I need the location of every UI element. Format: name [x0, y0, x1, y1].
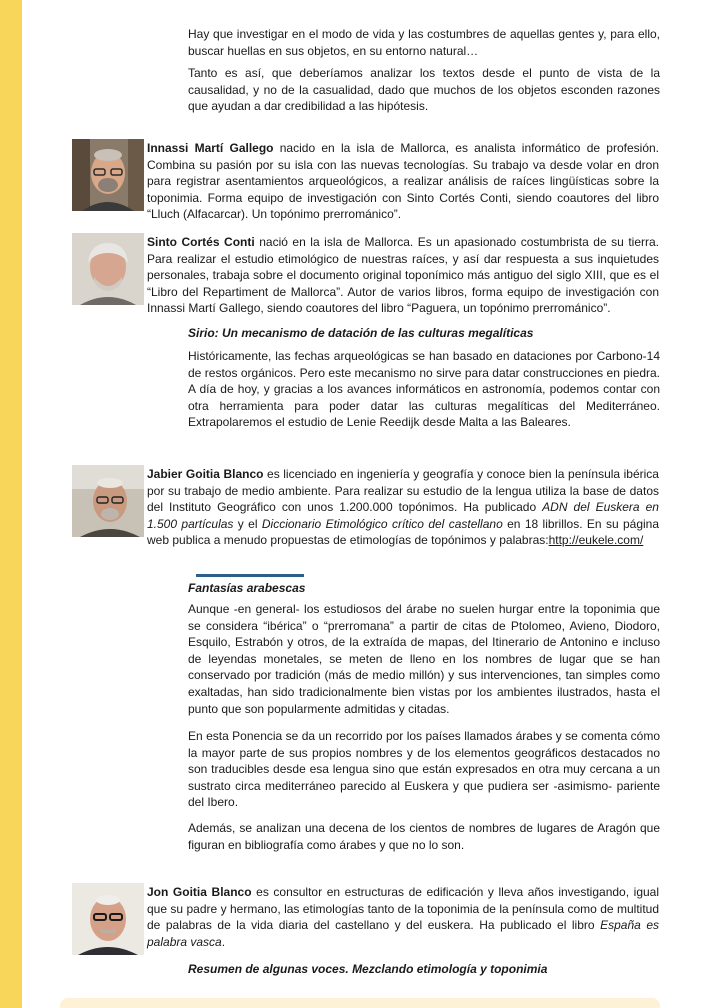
bio-innassi-marti-gallego — [147, 140, 659, 223]
bio-name: Jabier Goitia Blanco — [147, 467, 264, 481]
intro-paragraph-2: Tanto es así, que deberíamos analizar los textos desde el punto de vista de la causalidad, y no de la casualidad, dado que muchos de los objetos esconden razones que ayudan a dar credibilidad a las hipótesis. — [188, 66, 660, 114]
bio-jabier-goitia-blanco — [147, 466, 659, 549]
bio-name: Sinto Cortés Conti — [147, 235, 255, 249]
talk-abstract-paragraph-1: Aunque -en general- los estudiosos del árabe no suelen hurgar entre la toponimia que se considera “ibérica” o “prerromana” a partir de citas de Ptolomeo, Avieno, Diodoro, Esquilo, Estrabón y otros, de la extraída de mapas, del Itinerario de Antonino e incluso de leyendas monetales, se meten de lleno en los nombres de lugar que se han conservado por tradición (más de medio millón) y sus intervenciones, tan simples como exaltadas, han sido tradicionalmente bien vistas por los ambientes ilustrados, hasta el punto que son popularmente admitidas y citadas. — [188, 602, 660, 716]
talk-title-sirio: Sirio: Un mecanismo de datación de las culturas megalíticas — [188, 326, 534, 340]
photo-innassi-marti-gallego — [72, 139, 144, 211]
bio-jon-goitia-blanco — [147, 884, 659, 950]
bio-name: Innassi Martí Gallego — [147, 141, 274, 155]
book-title: España es palabra vasca — [147, 918, 659, 949]
bottom-decorative-band — [60, 998, 660, 1008]
bio-text: en 18 librillos. En su página web publica a menudo propuestas de etimologías de topónimos y palabras: — [147, 516, 660, 548]
bio-text: y el — [233, 516, 262, 531]
photo-jabier-goitia-blanco — [72, 465, 144, 537]
bio-text: . — [221, 934, 226, 949]
talk-abstract-paragraph-3: Además, se analizan una decena de los cientos de nombres de lugares de Aragón que figuran en bibliografía como árabes y que no lo son. — [188, 821, 660, 852]
talk-title-fantasias: Fantasías arabescas — [188, 581, 306, 595]
link-underline-bar — [196, 574, 304, 577]
bio-text: es consultor en estructuras de edificación y lleva años investigando, igual que su padre y hermano, las etimologías tanto de la toponimia de la península como de multitud de palabras de la vida diaria del castellano y del euskera. Ha publicado el libro — [147, 885, 660, 933]
website-link[interactable]: http://eukele.com/ — [548, 533, 644, 548]
bio-text: es licenciado en ingeniería y geografía y conoce bien la península ibérica por su trabajo de medio ambiente. Para realizar su estudio de la lengua utiliza la base de datos del Instituto Geográfico con unos 1.200.000 topónimos. Ha publicado — [147, 467, 659, 515]
book-title: ADN del Euskera en 1.500 partículas — [147, 500, 659, 531]
book-title: Diccionario Etimológico crítico del castellano — [261, 516, 503, 531]
bio-text: nacido en la isla de Mallorca, es analista informático de profesión. Combina su pasión por su isla con las nuevas tecnologías. Su trabajo va desde volar en dron para registrar asentamientos arqueológicos, a realizar análisis de raíces lingüísticas sobre la toponimia. Forma equipo de investigación con Sinto Cortés Conti, siendo coautores del libro “Lluch (Alfacarcar). Un topónimo prerrománico”. — [147, 141, 659, 222]
page-side-bar — [0, 0, 22, 1008]
talk-title-resumen: Resumen de algunas voces. Mezclando etimología y toponimia — [188, 962, 548, 976]
talk-abstract-paragraph-2: En esta Ponencia se da un recorrido por los países llamados árabes y se comenta cómo la mayor parte de sus propios nombres y de los elementos geográficos destacados no son traducibles desde esa lengua sino que están expresados en otra muy cercana a un sustrato circa mediterráneo parecido al Euskera y que pudiera ser -asimismo- pariente del Ibero. — [188, 729, 660, 810]
bio-name: Jon Goitia Blanco — [147, 885, 252, 899]
bio-text: nació en la isla de Mallorca. Es un apasionado costumbrista de su tierra. Para realizar el estudio etimológico de nuestras raíces, y así dar respuesta a sus inquietudes personales, trabaja sobre el documento original toponímico más antiguo del siglo XIII, que es el “Libro del Repartiment de Mallorca”. Autor de varios libros, forma equipo de investigación con Innassi Martí Gallego, siendo coautores del libro “Paguera, un topónimo prerrománico”. — [147, 235, 660, 316]
talk-abstract-sirio: Históricamente, las fechas arqueológicas se han basado en dataciones por Carbono-14 de restos orgánicos. Pero este mecanismo no sirve para datar construcciones en piedra. A día de hoy, y gracias a los avances informáticos en astronomía, podemos contar con otra herramienta para poder datar las culturas megalíticas del Mediterráneo. Extrapolaremos el estudio de Lenie Reedijk desde Malta a las Baleares. — [188, 349, 660, 430]
photo-sinto-cortes-conti — [72, 233, 144, 305]
bio-sinto-cortes-conti — [147, 234, 659, 317]
intro-paragraph-1: Hay que investigar en el modo de vida y las costumbres de aquellas gentes y, para ello, buscar huellas en sus objetos, en su entorno natural… — [188, 27, 660, 58]
photo-jon-goitia-blanco — [72, 883, 144, 955]
